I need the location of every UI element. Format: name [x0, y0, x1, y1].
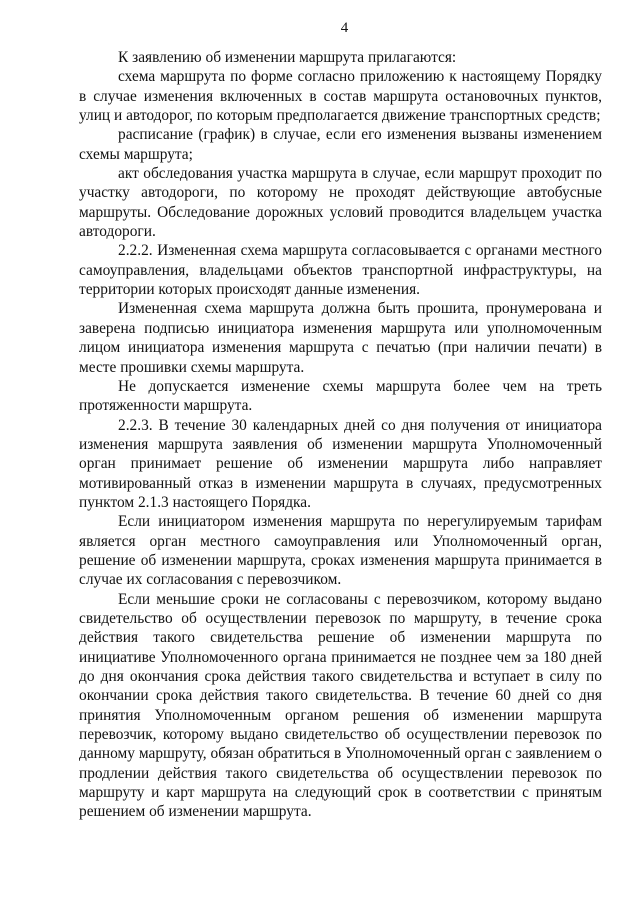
paragraph-shorter-terms: Если меньшие сроки не согласованы с перевозчиком, которому выдано свидетельство об осуществлении перевозок по маршруту, в течение срока действия такого свидетельства решение об изменении маршрута по инициативе Уполномоченного органа принимается не позднее чем за 180 дней до дня окончания срока действия такого свидетельства и вступает в силу по окончании срока действия такого свидетельства. В течение 60 дней со дня принятия Уполномоченным органом решения об изменении маршрута перевозчик, которому выдано свидетельство об осуществлении перевозок по данному маршруту, обязан обратиться в Уполномоченный орган с заявлением о продлении действия такого свидетельства об осуществлении перевозок по маршруту и карт маршрута на следующий срок в соответствии с принятым решением об изменении маршрута. — [79, 590, 602, 821]
paragraph-2-2-2: 2.2.2. Измененная схема маршрута согласовывается с органами местного самоуправления, владельцами объектов транспортной инфраструктуры, на территории которых происходят данные изменения. — [79, 242, 602, 299]
paragraph-unregulated-tariffs: Если инициатором изменения маршрута по нерегулируемым тарифам является орган местного самоуправления или Уполномоченный орган, решение об изменении маршрута, сроках изменения маршрута принимается в случае их согласования с перевозчиком. — [79, 513, 602, 589]
page-number: 4 — [340, 20, 349, 36]
paragraph-change-limit: Не допускается изменение схемы маршрута более чем на треть протяженности маршрута. — [79, 377, 602, 415]
paragraph-2-2-3: 2.2.3. В течение 30 календарных дней со дня получения от инициатора изменения маршрута заявления об изменении маршрута Уполномоченный орган принимает решение об изменении маршрута либо направляет мотивированный отказ в изменении маршрута в случаях, предусмотренных пунктом 2.1.3 настоящего Порядка. — [79, 416, 602, 511]
paragraph-attachments-intro: К заявлению об изменении маршрута прилагаются: — [118, 49, 457, 66]
paragraph-inspection-act: акт обследования участка маршрута в случае, если маршрут проходит по участку автодороги, по которому не проходят действующие автобусные маршруты. Обследование дорожных условий проводится владельцем участка автодороги. — [79, 165, 602, 241]
paragraph-route-scheme: схема маршрута по форме согласно приложению к настоящему Порядку в случае изменения включенных в состав маршрута остановочных пунктов, улиц и автодорог, по которым предполагается движение транспортных средств; — [79, 68, 602, 125]
paragraph-scheme-binding: Измененная схема маршрута должна быть прошита, пронумерована и заверена подписью инициатора изменения маршрута или уполномоченным лицом инициатора изменения маршрута с печатью (при наличии печати) в месте прошивки схемы маршрута. — [79, 300, 602, 376]
document-body — [79, 48, 602, 822]
paragraph-schedule: расписание (график) в случае, если его изменения вызваны изменением схемы маршрута; — [79, 126, 602, 163]
